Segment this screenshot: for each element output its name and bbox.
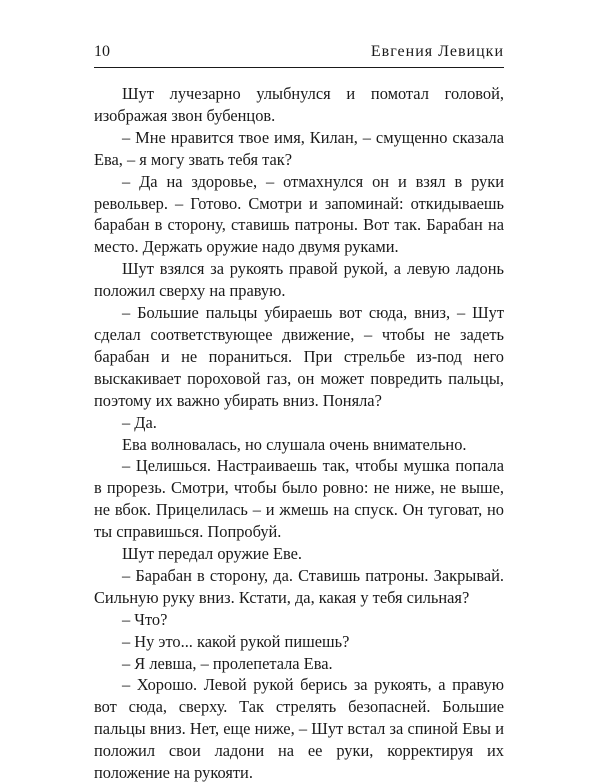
- running-header: [94, 40, 504, 64]
- paragraph: – Что?: [122, 609, 168, 629]
- body-text: [94, 83, 504, 784]
- paragraph: – Большие пальцы убираешь вот сюда, вниз, – Шут сделал соответствующее движение, – чтобы не задеть барабан и не пораниться. При стрельбе из-под него выскакивает пороховой газ, он может повредить пальцы, поэтому их важно убирать вниз. Поняла?: [94, 303, 504, 410]
- paragraph: – Ну это... какой рукой пишешь?: [122, 631, 350, 651]
- header-rule: [94, 67, 504, 68]
- paragraph: – Целишься. Настраиваешь так, чтобы мушка попала в прорезь. Смотри, чтобы было ровно: не ниже, не выше, не вбок. Прицелилась – и жмешь на спуск. Он туговат, но ты справишься. Попробуй.: [94, 456, 504, 542]
- paragraph: Шут лучезарно улыбнулся и помотал головой, изображая звон бубенцов.: [94, 84, 504, 125]
- paragraph: – Мне нравится твое имя, Килан, – смущенно сказала Ева, – я могу звать тебя так?: [94, 127, 504, 169]
- page-number: 10: [94, 43, 110, 60]
- paragraph: Ева волновалась, но слушала очень внимательно.: [122, 434, 467, 454]
- paragraph: – Хорошо. Левой рукой берись за рукоять, а правую вот сюда, сверху. Так стрелять безопасней. Большие пальцы вниз. Нет, еще ниже, – Шут встал за спиной Евы и положил свои ладони на ее руки, корректируя их положение на рукояти.: [94, 675, 504, 783]
- paragraph: – Да.: [122, 412, 157, 432]
- paragraph: Шут взялся за рукоять правой рукой, а левую ладонь положил сверху на правую.: [94, 259, 504, 301]
- paragraph: – Да на здоровье, – отмахнулся он и взял в руки револьвер. – Готово. Смотри и запоминай: откидываешь барабан в сторону, ставишь патроны. Вот так. Барабан на место. Держать оружие надо двумя руками.: [94, 171, 504, 257]
- author-name: Евгения Левицки: [370, 43, 504, 60]
- paragraph: Шут передал оружие Еве.: [122, 544, 302, 564]
- paragraph: – Барабан в сторону, да. Ставишь патроны. Закрывай. Сильную руку вниз. Кстати, да, какая у тебя сильная?: [94, 565, 504, 607]
- paragraph: – Я левша, – пролепетала Ева.: [122, 653, 333, 673]
